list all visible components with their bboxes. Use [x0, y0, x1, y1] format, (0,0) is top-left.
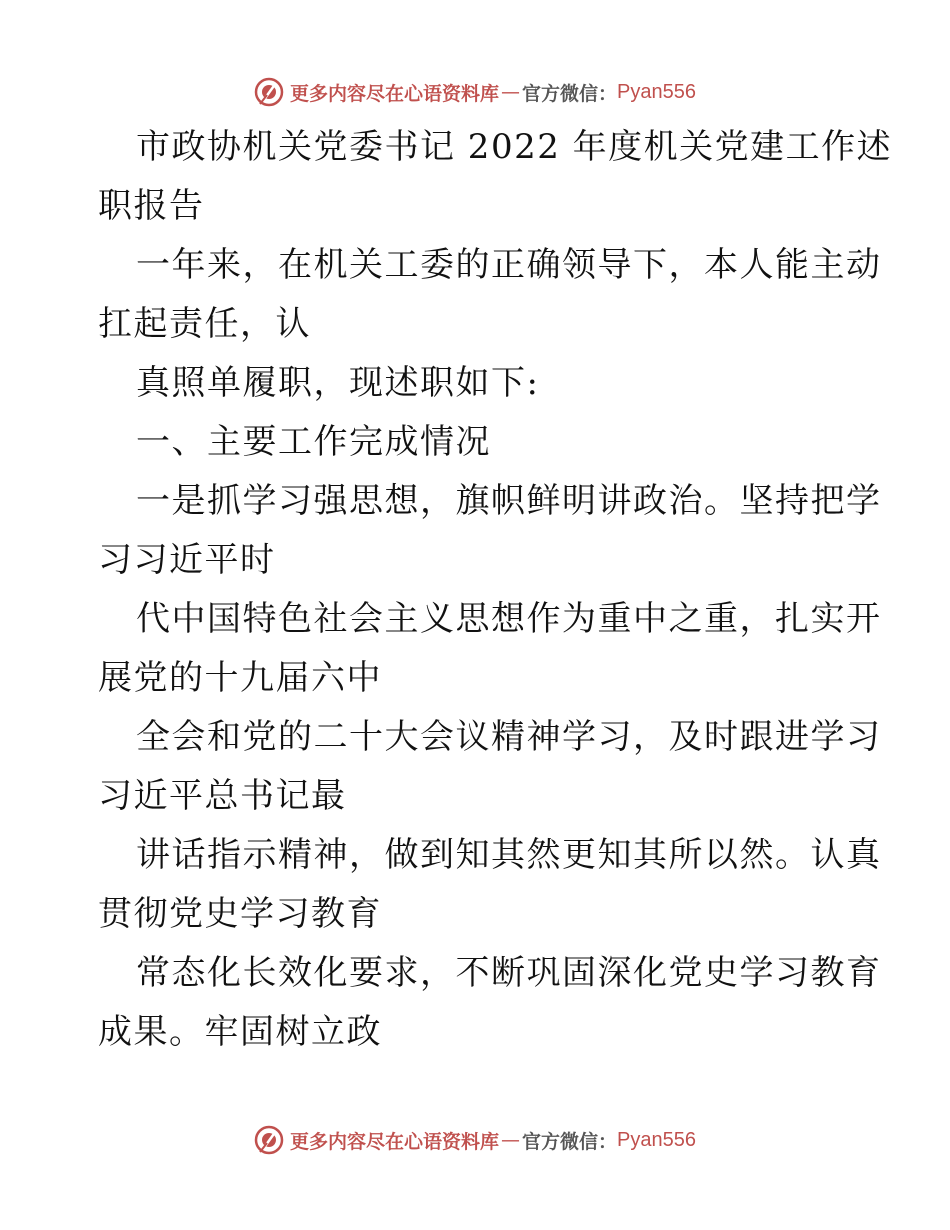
banner-separator: —	[501, 81, 521, 103]
banner-wechat-id: Pyan556	[617, 80, 696, 103]
banner-wechat-label: 官方微信：	[522, 82, 618, 105]
banner-wechat-id: Pyan556	[617, 1128, 696, 1151]
doc-title-line-2: 职报告	[98, 186, 205, 226]
doc-section-heading: 一、主要工作完成情况	[136, 422, 491, 462]
doc-paragraph-line: 常态化长效化要求，不断巩固深化党史学习教育	[136, 953, 882, 993]
footer-watermark-banner	[0, 1120, 950, 1160]
banner-separator: —	[501, 1129, 521, 1151]
doc-paragraph-line: 一年来，在机关工委的正确领导下，本人能主动	[136, 245, 882, 285]
doc-paragraph-line: 习近平总书记最	[98, 776, 347, 816]
logo-icon	[254, 77, 284, 107]
doc-paragraph-line: 真照单履职，现述职如下:	[136, 363, 540, 403]
header-watermark-banner	[0, 72, 950, 112]
doc-paragraph-line: 讲话指示精神，做到知其然更知其所以然。认真	[136, 835, 882, 875]
doc-paragraph-line: 习习近平时	[98, 540, 276, 580]
doc-paragraph-line: 成果。牢固树立政	[98, 1012, 382, 1052]
doc-paragraph-line: 扛起责任，认	[98, 304, 311, 344]
doc-title-line-1: 市政协机关党委书记 2022 年度机关党建工作述	[136, 127, 893, 167]
document-body	[98, 118, 893, 1062]
doc-paragraph-line: 一是抓学习强思想，旗帜鲜明讲政治。坚持把学	[136, 481, 882, 521]
doc-paragraph-line: 全会和党的二十大会议精神学习，及时跟进学习	[136, 717, 882, 757]
banner-slogan: 更多内容尽在心语资料库	[290, 1130, 500, 1153]
doc-paragraph-line: 展党的十九届六中	[98, 658, 382, 698]
logo-icon	[254, 1125, 284, 1155]
banner-wechat-label: 官方微信：	[522, 1130, 618, 1153]
banner-slogan: 更多内容尽在心语资料库	[290, 82, 500, 105]
doc-paragraph-line: 代中国特色社会主义思想作为重中之重，扎实开	[136, 599, 882, 639]
doc-paragraph-line: 贯彻党史学习教育	[98, 894, 382, 934]
